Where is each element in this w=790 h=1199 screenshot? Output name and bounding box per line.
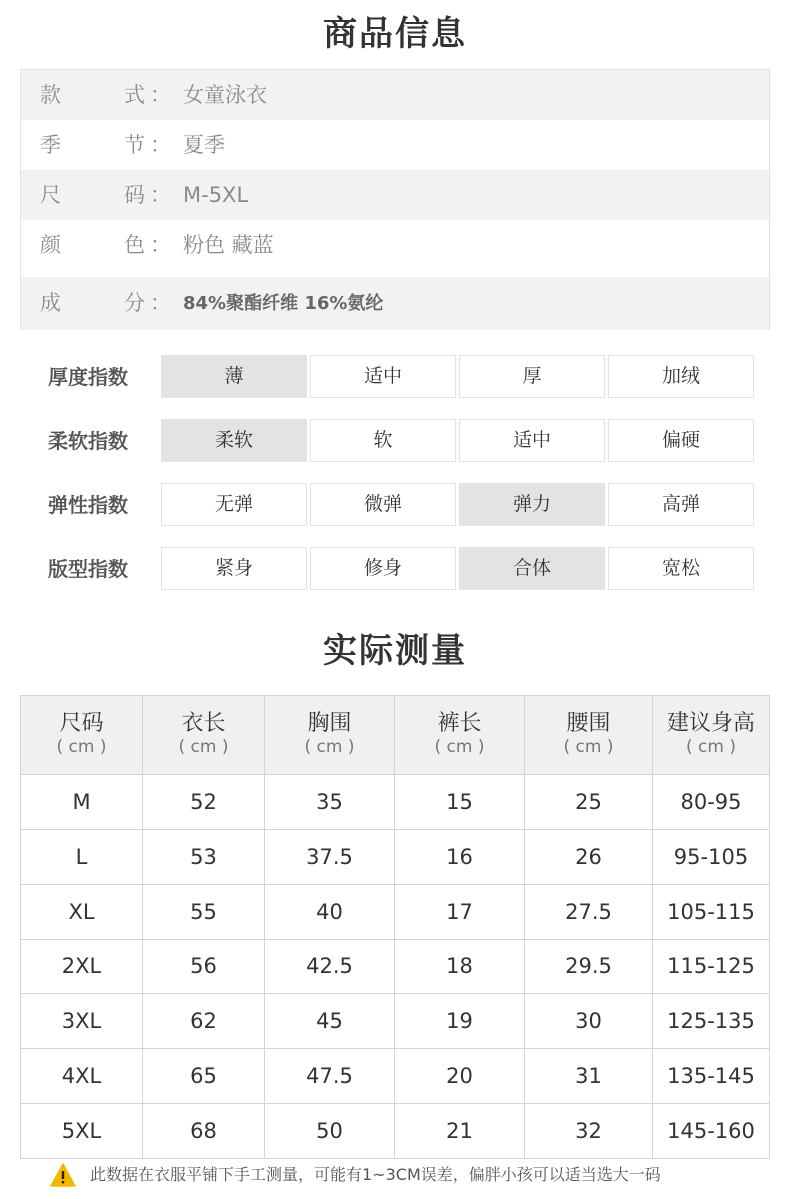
- info-key-char2: 色: [124, 233, 145, 257]
- index-option: 适中: [310, 355, 456, 398]
- table-cell: 19: [395, 994, 525, 1049]
- table-cell: 115-125: [653, 939, 770, 994]
- table-cell: 105-115: [653, 884, 770, 939]
- table-cell: 26: [525, 829, 653, 884]
- index-option: 紧身: [161, 547, 307, 590]
- info-row-season: [21, 120, 769, 170]
- info-key-char1: 尺: [40, 183, 61, 207]
- header-length: [143, 696, 265, 775]
- table-row: [21, 994, 770, 1049]
- info-key-char1: 成: [40, 291, 61, 315]
- index-option: 加绒: [608, 355, 754, 398]
- info-key-char2: 节: [124, 133, 145, 157]
- table-cell: 47.5: [265, 1049, 395, 1104]
- header-unit: ( cm ): [178, 737, 229, 757]
- info-value: M-5XL: [183, 183, 249, 207]
- index-label: 柔软指数: [48, 429, 128, 453]
- table-row: [21, 884, 770, 939]
- index-option: 修身: [310, 547, 456, 590]
- header-name: 尺码: [59, 711, 104, 736]
- table-cell: 40: [265, 884, 395, 939]
- table-row: [21, 1104, 770, 1159]
- info-row-color: [21, 220, 769, 270]
- info-colon: ：: [150, 133, 171, 157]
- table-cell: M: [21, 775, 143, 830]
- header-name: 腰围: [566, 711, 611, 736]
- warning-icon: [50, 1163, 76, 1187]
- info-key-char1: 季: [40, 133, 61, 157]
- table-row: [21, 1049, 770, 1104]
- header-unit: ( cm ): [434, 737, 485, 757]
- table-cell: 25: [525, 775, 653, 830]
- table-cell: 20: [395, 1049, 525, 1104]
- index-option: 厚: [459, 355, 605, 398]
- table-cell: 32: [525, 1104, 653, 1159]
- table-cell: 16: [395, 829, 525, 884]
- info-colon: ：: [150, 83, 171, 107]
- index-label: 厚度指数: [48, 365, 128, 389]
- info-value: 夏季: [183, 133, 225, 157]
- header-name: 衣长: [181, 711, 226, 736]
- info-value: 84%聚酯纤维 16%氨纶: [183, 293, 384, 314]
- table-cell: 80-95: [653, 775, 770, 830]
- header-unit: ( cm ): [563, 737, 614, 757]
- index-option: 柔软: [161, 419, 307, 462]
- table-cell: 31: [525, 1049, 653, 1104]
- header-unit: ( cm ): [686, 737, 736, 757]
- header-waist: [525, 696, 653, 775]
- info-row-style: [21, 70, 769, 120]
- info-row-material: [21, 277, 769, 330]
- table-body: [21, 775, 770, 1159]
- info-key-char2: 式: [124, 83, 145, 107]
- table-cell: 53: [143, 829, 265, 884]
- info-key-char2: 分: [124, 291, 145, 315]
- info-colon: ：: [150, 233, 171, 257]
- table-cell: 27.5: [525, 884, 653, 939]
- info-key-char1: 颜: [40, 233, 61, 257]
- header-height: [653, 696, 770, 775]
- index-option: 弹力: [459, 483, 605, 526]
- table-cell: 35: [265, 775, 395, 830]
- info-key-char2: 码: [124, 183, 145, 207]
- measurement-title: 实际测量: [323, 631, 467, 671]
- table-cell: XL: [21, 884, 143, 939]
- table-cell: 30: [525, 994, 653, 1049]
- header-name: 裤长: [437, 711, 482, 736]
- table-cell: 29.5: [525, 939, 653, 994]
- table-cell: 52: [143, 775, 265, 830]
- index-option: 薄: [161, 355, 307, 398]
- index-option: 微弹: [310, 483, 456, 526]
- info-key-char1: 款: [40, 83, 61, 107]
- note-text: 此数据在衣服平铺下手工测量，可能有1~3CM误差，偏胖小孩可以适当选大一码: [90, 1165, 661, 1184]
- table-cell: 145-160: [653, 1104, 770, 1159]
- table-cell: 5XL: [21, 1104, 143, 1159]
- product-info-box: [20, 69, 770, 330]
- table-row: [21, 939, 770, 994]
- header-unit: ( cm ): [56, 737, 107, 757]
- table-cell: 17: [395, 884, 525, 939]
- table-cell: 56: [143, 939, 265, 994]
- table-cell: 135-145: [653, 1049, 770, 1104]
- index-label: 版型指数: [48, 557, 128, 581]
- table-cell: L: [21, 829, 143, 884]
- table-cell: 62: [143, 994, 265, 1049]
- table-cell: 3XL: [21, 994, 143, 1049]
- index-option: 高弹: [608, 483, 754, 526]
- product-info-title: 商品信息: [323, 14, 467, 54]
- table-cell: 65: [143, 1049, 265, 1104]
- table-cell: 68: [143, 1104, 265, 1159]
- table-cell: 4XL: [21, 1049, 143, 1104]
- info-value: 粉色 藏蓝: [183, 233, 274, 257]
- header-unit: ( cm ): [304, 737, 355, 757]
- info-row-size: [21, 170, 769, 220]
- size-table: [20, 695, 770, 1159]
- measurement-note: [50, 1162, 750, 1188]
- index-option: 软: [310, 419, 456, 462]
- table-cell: 50: [265, 1104, 395, 1159]
- table-cell: 45: [265, 994, 395, 1049]
- header-size: [21, 696, 143, 775]
- table-cell: 2XL: [21, 939, 143, 994]
- table-cell: 125-135: [653, 994, 770, 1049]
- info-colon: ：: [150, 291, 171, 315]
- index-option: 合体: [459, 547, 605, 590]
- table-row: [21, 775, 770, 830]
- header-name: 建议身高: [666, 711, 755, 736]
- index-option: 适中: [459, 419, 605, 462]
- table-cell: 37.5: [265, 829, 395, 884]
- table-header-row: [21, 696, 770, 775]
- table-cell: 21: [395, 1104, 525, 1159]
- header-pants-length: [395, 696, 525, 775]
- header-chest: [265, 696, 395, 775]
- info-colon: ：: [150, 183, 171, 207]
- table-cell: 95-105: [653, 829, 770, 884]
- table-cell: 15: [395, 775, 525, 830]
- table-cell: 18: [395, 939, 525, 994]
- index-option: 宽松: [608, 547, 754, 590]
- index-label: 弹性指数: [48, 493, 128, 517]
- header-name: 胸围: [307, 711, 352, 736]
- table-cell: 42.5: [265, 939, 395, 994]
- table-cell: 55: [143, 884, 265, 939]
- index-option: 偏硬: [608, 419, 754, 462]
- table-row: [21, 829, 770, 884]
- index-option: 无弹: [161, 483, 307, 526]
- info-value: 女童泳衣: [183, 83, 267, 107]
